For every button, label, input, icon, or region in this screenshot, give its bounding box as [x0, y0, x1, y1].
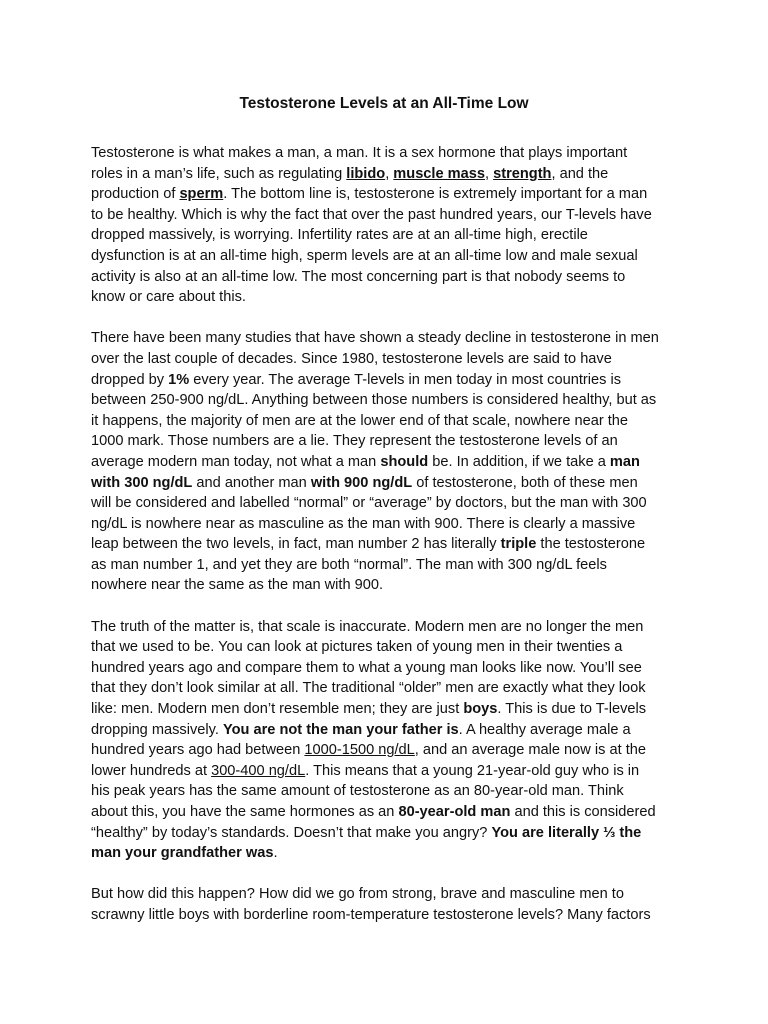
text-line: [91, 823, 691, 844]
text-run: . This means that a young 21-year-old guy who is in: [305, 762, 640, 779]
text-run: activity is also at an all-time low. The most concerning part is that nobody seems to: [91, 268, 626, 285]
paragraph: [91, 143, 691, 308]
text-run: as man number 1, and yet they are both “normal”. The man with 300 ng/dL feels: [91, 556, 607, 573]
emphasized-text: with 300 ng/dL: [91, 474, 193, 491]
text-run: and another man: [192, 474, 311, 491]
text-run: scrawny little boys with borderline room-temperature testosterone levels? Many factors: [91, 906, 651, 923]
text-line: [91, 843, 691, 864]
text-run: dropping massively.: [91, 721, 223, 738]
text-run: There have been many studies that have shown a steady decline in testosterone in men: [91, 330, 659, 347]
text-line: [91, 493, 691, 514]
emphasized-text: strength: [493, 165, 552, 182]
text-line: [91, 246, 691, 267]
text-line: [91, 658, 691, 679]
text-run: over the last couple of decades. Since 1980, testosterone levels are said to have: [91, 350, 612, 367]
text-line: [91, 802, 691, 823]
emphasized-text: libido: [346, 165, 386, 182]
text-line: [91, 328, 691, 349]
text-run: dropped by: [91, 371, 169, 388]
emphasized-text: man: [609, 453, 640, 470]
text-line: [91, 349, 691, 370]
text-run: “healthy” by today’s standards. Doesn’t that make you angry?: [91, 824, 492, 841]
text-run: the testosterone: [536, 536, 646, 553]
text-line: [91, 534, 691, 555]
text-line: [91, 370, 691, 391]
text-line: [91, 555, 691, 576]
text-line: [91, 143, 691, 164]
text-line: [91, 473, 691, 494]
emphasized-text: 300-400 ng/dL: [211, 762, 306, 779]
text-line: [91, 514, 691, 535]
text-run: to be healthy. Which is why the fact that over the past hundred years, our T-levels have: [91, 206, 652, 223]
text-run: that we used to be. You can look at pictures taken of young men in their twenties a: [91, 639, 623, 656]
text-run: be. In addition, if we take a: [428, 453, 610, 470]
emphasized-text: 80-year-old man: [398, 804, 511, 820]
emphasized-text: should: [380, 453, 429, 470]
text-line: [91, 205, 691, 226]
text-line: [91, 884, 691, 905]
emphasized-text: man your grandfather was: [91, 845, 274, 862]
text-line: [91, 678, 691, 699]
text-run: ng/dL is nowhere near as masculine as the man with 900. There is clearly a massive: [91, 515, 636, 532]
text-run: that they don’t look similar at all. The traditional “older” men are exactly what they look: [91, 680, 646, 697]
text-run: like: men. Modern men don’t resemble men; they are just: [91, 701, 464, 718]
text-run: of testosterone, both of these men: [412, 474, 638, 491]
text-run: . A healthy average male a: [458, 721, 631, 738]
text-line: [91, 905, 691, 926]
text-line: [91, 575, 691, 596]
text-line: [91, 267, 691, 288]
text-line: [91, 781, 691, 802]
text-run: dropped massively, is worrying. Infertility rates are at an all-time high, erectile: [91, 227, 588, 244]
text-run: hundred years ago and compare them to what a young man looks like now. You’ll see: [91, 659, 642, 676]
text-run: ,: [484, 165, 494, 182]
text-run: between 250-900 ng/dL. Anything between those numbers is considered healthy, but as: [91, 392, 657, 409]
text-run: The truth of the matter is, that scale is inaccurate. Modern men are no longer the men: [91, 618, 644, 635]
text-run: ,: [385, 165, 394, 182]
emphasized-text: triple: [500, 536, 537, 553]
text-run: every year. The average T-levels in men today in most countries is: [189, 371, 621, 388]
text-run: But how did this happen? How did we go from strong, brave and masculine men to: [91, 886, 624, 903]
text-run: , and the: [551, 165, 609, 182]
text-run: leap between the two levels, in fact, man number 2 has literally: [91, 536, 501, 553]
text-run: know or care about this.: [91, 289, 246, 306]
text-line: [91, 164, 691, 185]
text-run: nowhere near the same as the man with 900.: [91, 577, 384, 594]
emphasized-text: sperm: [179, 186, 224, 203]
text-line: [91, 637, 691, 658]
emphasized-text: boys: [463, 701, 498, 718]
text-line: [91, 287, 691, 308]
text-line: [91, 225, 691, 246]
text-run: roles in a man’s life, such as regulating: [91, 165, 347, 182]
text-run: .: [273, 845, 278, 862]
document-title: Testosterone Levels at an All-Time Low: [239, 95, 529, 112]
emphasized-text: 1000-1500 ng/dL: [304, 742, 415, 759]
text-run: his peak years has the same amount of testosterone as an 80-year-old man. Think: [91, 783, 624, 800]
text-run: dysfunction is at an all-time high, sperm levels are at an all-time low and male sexual: [91, 247, 638, 264]
text-line: [91, 184, 691, 205]
text-line: [91, 390, 691, 411]
text-run: . This is due to T-levels: [497, 701, 647, 718]
emphasized-text: with 900 ng/dL: [310, 474, 413, 491]
text-run: Testosterone is what makes a man, a man. It is a sex hormone that plays important: [91, 145, 628, 161]
emphasized-text: 1%: [168, 371, 190, 388]
text-run: about this, you have the same hormones as an: [91, 804, 399, 820]
text-line: [91, 452, 691, 473]
text-run: lower hundreds at: [91, 762, 212, 779]
document-body: [91, 143, 691, 946]
text-run: will be considered and labelled “normal” or “average” by doctors, but the man with 300: [91, 495, 647, 512]
text-run: , and an average male now is at the: [414, 742, 646, 759]
text-line: [91, 699, 691, 720]
text-run: and this is considered: [510, 804, 656, 820]
text-run: average modern man today, not what a man: [91, 453, 381, 470]
text-line: [91, 740, 691, 761]
text-line: [91, 617, 691, 638]
text-line: [91, 411, 691, 432]
paragraph: [91, 617, 691, 864]
text-run: production of: [91, 186, 180, 203]
text-line: [91, 431, 691, 452]
text-run: 1000 mark. Those numbers are a lie. They represent the testosterone levels of an: [91, 433, 618, 450]
text-run: it happens, the majority of men are at the lower end of that scale, nowhere near the: [91, 412, 629, 429]
text-line: [91, 761, 691, 782]
paragraph: [91, 884, 691, 925]
paragraph: [91, 328, 691, 596]
emphasized-text: You are literally ⅓ the: [491, 824, 642, 841]
text-run: . The bottom line is, testosterone is extremely important for a man: [223, 186, 648, 203]
emphasized-text: muscle mass: [393, 165, 485, 182]
text-run: hundred years ago had between: [91, 742, 305, 759]
emphasized-text: You are not the man your father is: [222, 721, 459, 738]
text-line: [91, 720, 691, 741]
